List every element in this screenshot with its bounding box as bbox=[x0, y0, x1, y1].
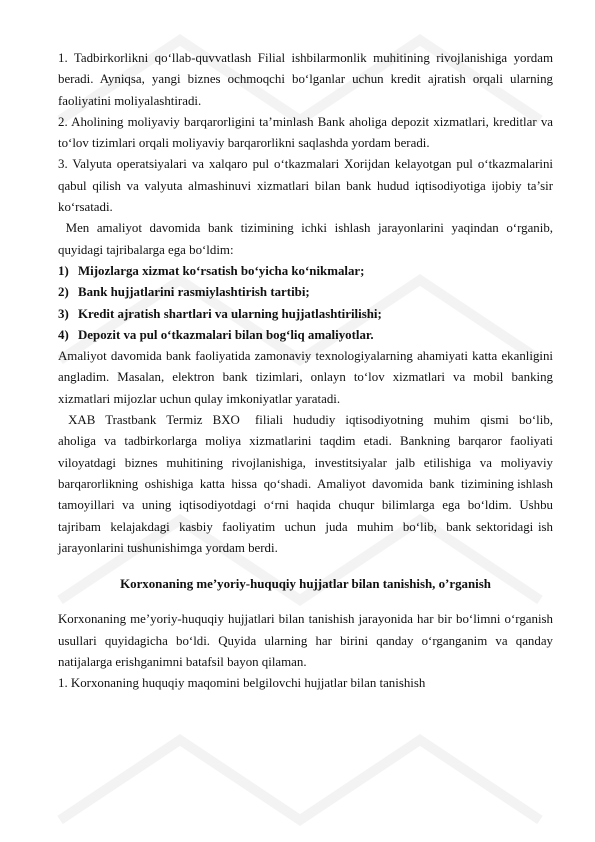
final-line: 1. Korxonaning huquqiy maqomini belgilovchi hujjatlar bilan tanishish bbox=[58, 676, 426, 691]
list-number: 3) bbox=[58, 306, 69, 321]
bank-paragraph: XAB Trastbank Termiz BXO filiali hududiy iqtisodiyotning muhim qismi bo‘lib, aholiga va tadbirkorlarga moliya xizmatlarini taqdim etadi. Bankning barqaror faoliyati viloyatdagi biznes muhitining rivojlanishiga, investitsiyalar jalb etilishiga va moliyaviy barqarorlikning oshishiga katta hissa qo‘shadi. Amaliyot davomida bank tizimining ishlash tamoyillari va uning iqtisodiyotdagi o‘rni haqida chuqur bilimlarga ega bo‘ldim. Ushbu tajribam kelajakdagi kasbiy faoliyatim uchun juda muhim bo‘lib, bank sektoridagi ish jarayonlarini tushunishimga yordam berdi. bbox=[58, 413, 560, 555]
list-number: 1) bbox=[58, 263, 69, 278]
list-item bbox=[58, 261, 553, 282]
list-item bbox=[58, 325, 553, 346]
list-item bbox=[58, 304, 553, 325]
experience-list bbox=[58, 261, 553, 346]
list-number: 4) bbox=[58, 327, 69, 342]
section-heading: Korxonaning me’yoriy-huquqiy hujjatlar bilan tanishish, o’rganish bbox=[120, 577, 491, 592]
intro-paragraph: Men amaliyot davomida bank tizimining ichki ishlash jarayonlarini yaqindan o‘rganib, quyidagi tajribalarga ega bo‘ldim: bbox=[58, 221, 557, 257]
list-text: Depozit va pul o‘tkazmalari bilan bog‘liq amaliyotlar. bbox=[78, 327, 374, 342]
numbered-items bbox=[58, 48, 553, 218]
list-item bbox=[58, 282, 553, 303]
list-number: 2) bbox=[58, 285, 69, 300]
list-text: Bank hujjatlarini rasmiylashtirish tartibi; bbox=[78, 285, 310, 300]
item-paragraph-1: 1. Tadbirkorlikni qo‘llab-quvvatlash Filial ishbilarmonlik muhitining rivojlanishiga yordam beradi. Ayniqsa, yangi biznes ochmoqchi bo‘lganlar uchun kredit ajratish orqali ularning faoliyatini moliyalashtiradi. bbox=[58, 51, 553, 108]
item-paragraph-2: 2. Aholining moliyaviy barqarorligini ta’minlash Bank aholiga depozit xizmatlari, kreditlar va to‘lov tizimlari orqali moliyaviy barqarorlikni saqlashda yordam beradi. bbox=[58, 114, 553, 151]
technology-paragraph: Amaliyot davomida bank faoliyatida zamonaviy texnologiyalarning ahamiyati katta ekanligini angladim. Masalan, elektron bank tizimlari, onlayn to‘lov xizmatlari va mobil banking xizmatlari mijozlar uchun qulay imkoniyatlar yaratadi. bbox=[58, 349, 553, 406]
item-paragraph-3: 3. Valyuta operatsiyalari va xalqaro pul o‘tkazmalari Xorijdan kelayotgan pul o‘tkazmalarini qabul qilish va valyuta almashinuvi xizmatlari bilan bank hudud iqtisodiyotiga ijobiy ta’sir ko‘rsatadi. bbox=[58, 157, 553, 215]
document-page bbox=[58, 48, 560, 695]
documents-paragraph: Korxonaning me’yoriy-huquqiy hujjatlari bilan tanishish jarayonida har bir bo‘limni o‘rganish usullari quyidagicha bo‘ldi. Quyida ularning har birini qanday o‘rganganim va qanday natijalarga erishganimni batafsil bayon qilaman. bbox=[58, 612, 553, 670]
list-text: Mijozlarga xizmat ko‘rsatish bo‘yicha ko‘nikmalar; bbox=[78, 263, 365, 278]
list-text: Kredit ajratish shartlari va ularning hujjatlashtirilishi; bbox=[78, 306, 382, 321]
